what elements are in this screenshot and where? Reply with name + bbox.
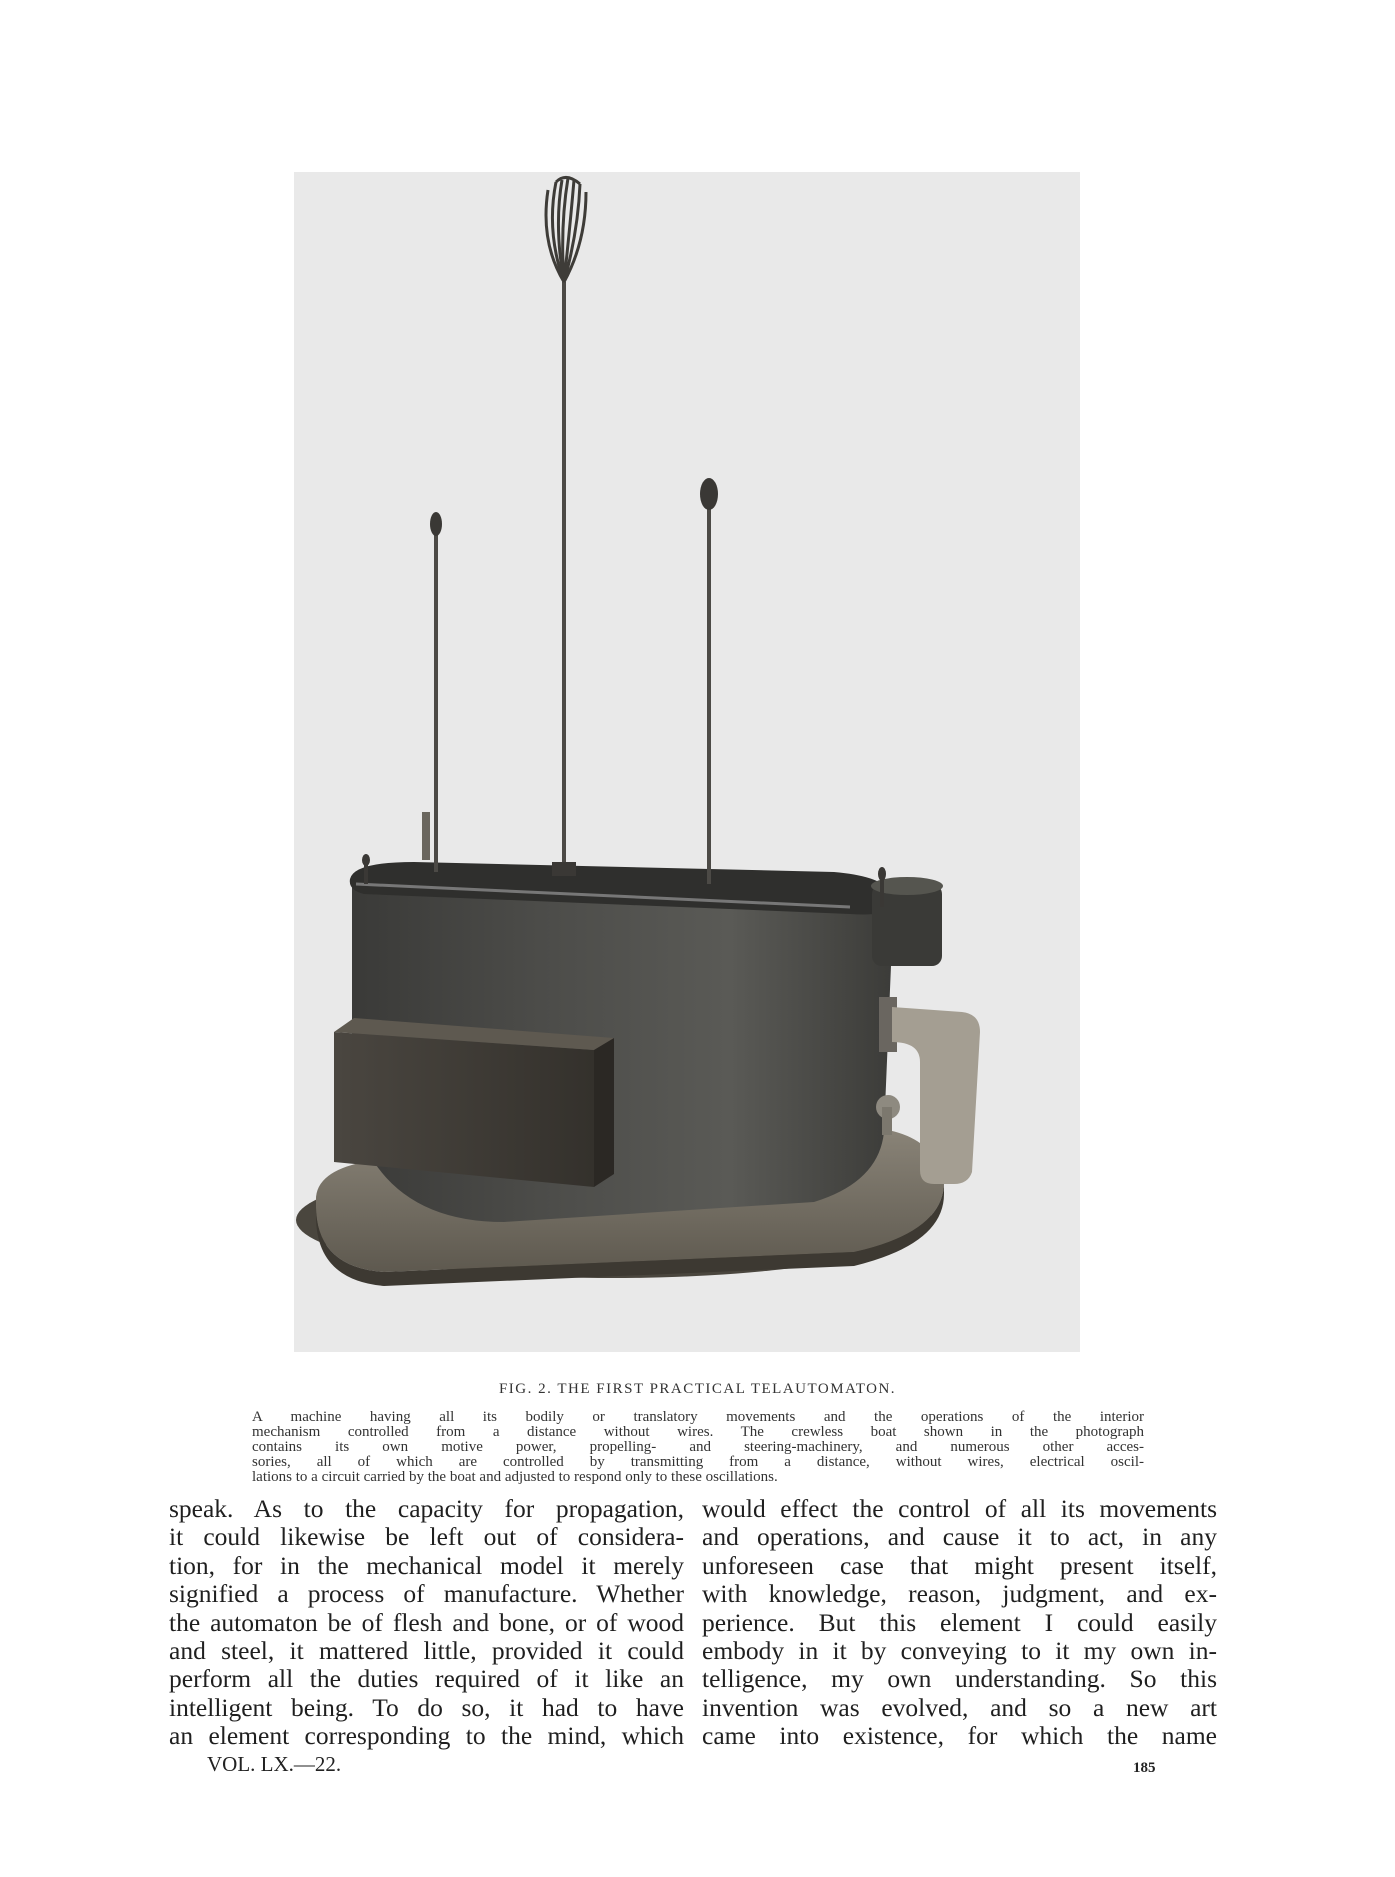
caption-line: mechanism controlled from a distance without wires. The crewless boat shown in the photograph: [252, 1424, 1144, 1440]
telautomaton-boat-illustration: [294, 172, 1080, 1352]
page-number: 185: [1133, 1760, 1156, 1776]
figure-title: FIG. 2. THE FIRST PRACTICAL TELAUTOMATON.: [498, 1381, 897, 1397]
figure-caption: [252, 1410, 1144, 1485]
body-line: tion, for in the mechanical model it merely: [169, 1550, 684, 1580]
body-line: and steel, it mattered little, provided it could: [169, 1636, 684, 1666]
body-line: with knowledge, reason, judgment, and ex-: [702, 1579, 1217, 1609]
caption-line: lations to a circuit carried by the boat and adjusted to respond only to these oscillations.: [252, 1469, 778, 1485]
body-line: came into existence, for which the name: [702, 1721, 1217, 1751]
caption-line: contains its own motive power, propelling- and steering-machinery, and numerous other acces-: [252, 1439, 1144, 1455]
body-line: perform all the duties required of it like an: [169, 1664, 684, 1694]
body-line: intelligent being. To do so, it had to have: [169, 1692, 684, 1722]
body-line: the automaton be of flesh and bone, or of wood: [169, 1607, 684, 1637]
body-line: invention was evolved, and so a new art: [702, 1692, 1217, 1722]
body-column-right: [702, 1495, 1217, 1751]
caption-line: A machine having all its bodily or translatory movements and the operations of the interior: [252, 1409, 1144, 1425]
body-line: perience. But this element I could easily: [702, 1607, 1217, 1637]
body-line: embody in it by conveying to it my own in-: [702, 1636, 1217, 1666]
figure-photograph: [294, 172, 1080, 1352]
body-line: would effect the control of all its movements: [702, 1494, 1217, 1523]
body-line: speak. As to the capacity for propagation,: [169, 1494, 684, 1523]
body-line: and operations, and cause it to act, in any: [702, 1522, 1217, 1552]
caption-line: sories, all of which are controlled by transmitting from a distance, without wires, electrical oscil-: [252, 1454, 1144, 1470]
body-line: telligence, my own understanding. So this: [702, 1664, 1217, 1694]
body-line: it could likewise be left out of considera-: [169, 1522, 684, 1552]
body-line: signified a process of manufacture. Whether: [169, 1579, 684, 1609]
body-column-left: [169, 1495, 684, 1751]
volume-signature: VOL. LX.—22.: [207, 1752, 342, 1776]
body-line: unforeseen case that might present itself,: [702, 1550, 1217, 1580]
body-line: an element corresponding to the mind, which: [169, 1721, 684, 1751]
